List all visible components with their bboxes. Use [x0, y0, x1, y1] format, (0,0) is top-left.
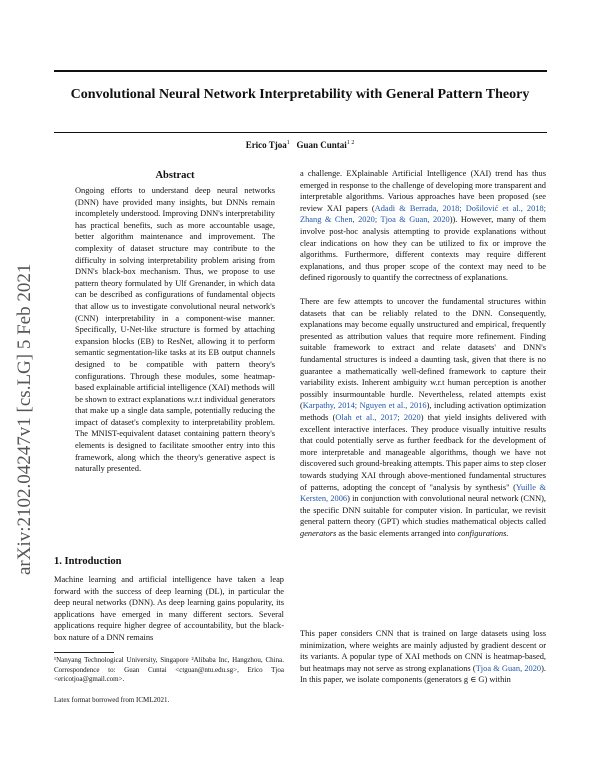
- paragraph-text: )). However, many of them involve post-hoc analysis attempting to provide explanations without clear indications on how they can be utilized to fix or improve the algorithms. Furthermore, different contexts may require different explanations, and thus proper scope of the context may need to be defined rigorously to quantify the correctness of explanations.: [300, 215, 547, 283]
- citation-link[interactable]: Olah et al., 2017; 2020: [335, 412, 421, 422]
- paragraph-text: as the basic elements arranged into: [336, 528, 458, 538]
- arxiv-stamp-text: arXiv:2102.04247v1 [cs.LG] 5 Feb 2021: [14, 263, 35, 575]
- citation-link[interactable]: Yuille & Kersten, 2006: [300, 482, 546, 504]
- citation-link[interactable]: Karpathy, 2014; Nguyen et al., 2016: [302, 401, 427, 411]
- affiliation-footnote: ¹Nanyang Technological University, Singapore ²Alibaba Inc, Hangzhou, China. Correspondence to: Guan Cuntai <ctguan@ntu.edu.sg>, Erico Tjoa <ericotjoa@gmail.com>.: [54, 656, 284, 683]
- paragraph-text: ). In this paper, we isolate components (generators g ∈ G) within: [300, 663, 546, 685]
- paragraph-text: a challenge. EXplainable Artificial Intelligence (XAI) trend has thus emerged in response to the challenge of developing more transparent and interpretable algorithms. Various approaches have been proposed (see review XAI papers (: [300, 169, 546, 213]
- arxiv-stamp: [2, 200, 42, 580]
- right-paragraph-3: [300, 628, 546, 686]
- paragraph-text: ), including activation optimization methods (: [300, 401, 546, 422]
- footnote-rule: [54, 652, 114, 653]
- paper-title: Convolutional Neural Network Interpretability with General Pattern Theory: [70, 87, 530, 102]
- right-paragraph-1: [300, 168, 546, 284]
- abstract-heading: Abstract: [155, 170, 195, 181]
- introduction-heading: 1. Introduction: [54, 556, 122, 567]
- citation-link[interactable]: Tjoa & Guan, 2020: [475, 663, 542, 673]
- author-name: Erico Tjoa: [245, 140, 287, 150]
- bottom-rule: [54, 132, 547, 133]
- emphasis-text: configurations.: [457, 528, 509, 538]
- abstract-body: Ongoing efforts to understand deep neural networks (DNN) have provided many insights, but DNNs remain incompletely understood. Improving DNN's interpretability has practical benefits, such as more accountable usage, better algorithm maintenance and improvement. The complexity of dataset structure may contribute to the difficulty in solving interpretability problem arising from DNN's black-box mechanism. Thus, we propose to use pattern theory formulated by Ulf Grenander, in which data can be described as configurations of fundamental objects that allow us to investigate convolutional neural network's (CNN) interpretability in a component-wise manner. Specifically, U-Net-like structure is formed by attaching expansion blocks (EB) to ResNet, allowing it to perform semantic segmentation-like tasks at its EB output channels designed to be compatible with pattern theory's configurations. Through these modules, some heatmap-based explainable artificial intelligence (XAI) methods will be shown to extract explanations w.r.t individual generators that make up a single data sample, potentially reducing the impact of dataset's complexity to interpretability problem. The MNIST-equivalent dataset containing pattern theory's elements is designed to facilitate smoother entry into this framework, along which the theory's generative aspect is naturally presented.: [75, 186, 275, 474]
- top-rule: [54, 70, 547, 72]
- format-footnote: Latex format borrowed from ICML2021.: [54, 696, 170, 704]
- citation-link[interactable]: Adadi & Berrada, 2018; Došilović et al., 2018; Zhang & Chen, 2020; Tjoa & Guan, 2020: [300, 203, 546, 225]
- author-affiliation: 1: [286, 140, 290, 146]
- emphasis-text: generators: [300, 528, 337, 538]
- introduction-paragraph: Machine learning and artificial intelligence have taken a leap forward with the success of deep learning (DL), in particular the deep neural networks (DNN). As deep learning gains popularity, its applications have emerged in many different sectors. Several applications require higher degree of accountability, but the black-box nature of a DNN remains: [54, 575, 284, 642]
- right-paragraph-2: [300, 296, 546, 539]
- author-name: Guan Cuntai: [296, 140, 347, 150]
- paragraph-text: There are few attempts to uncover the fundamental structures within datasets that can be reliably related to the DNN. Consequently, explanations may become equally unstructured and empirical, frequently presented as attribution values that require more refinement. Finding suitable framework to extract and relate datasets' and DNN's fundamental structures is indeed a daunting task, given that there is no guarantee a mathematically well-defined framework to capture their variability exists. Inherent ambiguity w.r.t human perception is another possibly insurmountable hurdle. Nevertheless, related attempts exist (: [300, 297, 546, 411]
- author-affiliation: 1 2: [346, 140, 355, 146]
- author-line: [100, 140, 500, 150]
- paragraph-text: ) that yield insights delivered with excellent interactive interfaces. They produce visually intuitive results that could potentially serve as further feedback for the development of more interpretable and manageable algorithms, though we have not discovered such ground-breaking attempts. This paper aims to step closer towards studying XAI through above-mentioned fundamental structures of patterns, adopting the concept of "analysis by synthesis" (: [300, 412, 547, 492]
- paragraph-text: This paper considers CNN that is trained on large datasets using loss minimization, where weights are mainly adjusted by gradient descent or its variants. A popular type of XAI methods on CNN is heatmap-based, but heatmaps may not serve as strong explanations (: [300, 629, 546, 673]
- paragraph-text: ) in conjunction with convolutional neural network (CNN), the specific DNN suitable for computer vision. In particular, we revisit general pattern theory (GPT) which studies mathematical objects called: [300, 494, 546, 527]
